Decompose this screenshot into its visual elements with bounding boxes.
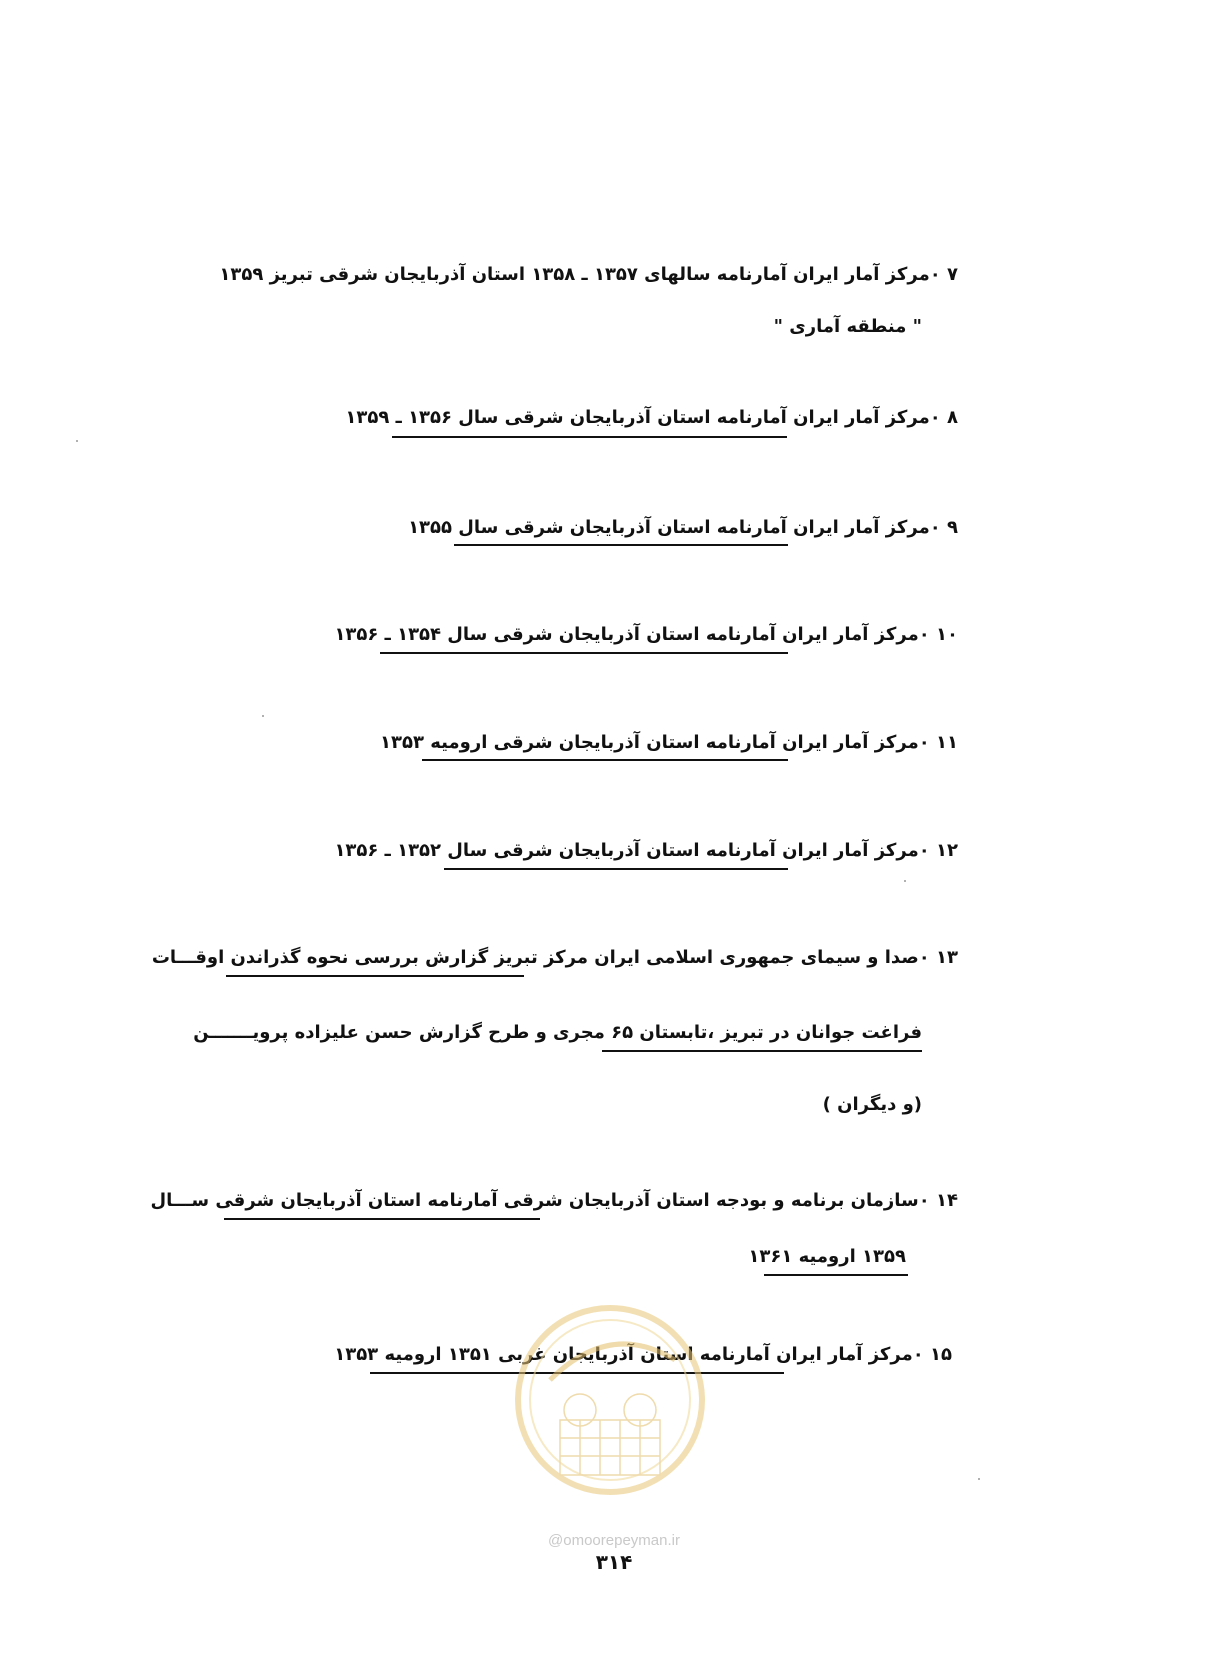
scan-speck	[904, 880, 906, 882]
reference-12-underline	[444, 868, 788, 870]
reference-11-underline	[422, 759, 788, 761]
reference-13-line-3: (و دیگران )	[822, 1094, 922, 1115]
reference-9-line-1: ۹ ۰مرکز آمار ایران آمارنامه استان آذربایجان شرقی سال ۱۳۵۵	[408, 517, 958, 538]
watermark-url: @omoorepeyman.ir	[548, 1532, 680, 1549]
reference-7-line-2: " منطقه آماری "	[773, 316, 922, 337]
watermark-logo	[510, 1300, 710, 1500]
reference-10-underline	[380, 652, 788, 654]
reference-9-underline	[454, 544, 788, 546]
reference-11-line-1: ۱۱ ۰مرکز آمار ایران آمارنامه استان آذربایجان شرقی ارومیه ۱۳۵۳	[380, 732, 958, 753]
reference-14-underline-1	[224, 1218, 540, 1220]
reference-15-line-1: ۱۵ ۰مرکز آمار ایران آمارنامه استان آذربایجان غربی ۱۳۵۱ ارومیه ۱۳۵۳	[334, 1344, 952, 1365]
reference-13-line-1: ۱۳ ۰صدا و سیمای جمهوری اسلامی ایران مرکز تبریز گزارش بررسی نحوه گذراندن اوقـــات	[151, 947, 958, 968]
reference-14-line-1: ۱۴ ۰سازمان برنامه و بودجه استان آذربایجان شرقی آمارنامه استان آذربایجان شرقی ســـال	[150, 1190, 958, 1211]
reference-10-line-1: ۱۰ ۰مرکز آمار ایران آمارنامه استان آذربایجان شرقی سال ۱۳۵۴ ـ ۱۳۵۶	[334, 624, 958, 645]
reference-13-underline-1	[226, 975, 524, 977]
reference-12-line-1: ۱۲ ۰مرکز آمار ایران آمارنامه استان آذربایجان شرقی سال ۱۳۵۲ ـ ۱۳۵۶	[334, 840, 958, 861]
reference-7-line-1: ۷ ۰مرکز آمار ایران آمارنامه سالهای ۱۳۵۷ ـ ۱۳۵۸ استان آذربایجان شرقی تبریز ۱۳۵۹	[219, 264, 958, 285]
scan-speck	[978, 1478, 980, 1480]
reference-13-underline-2	[602, 1050, 922, 1052]
scan-speck	[76, 440, 78, 442]
reference-14-line-2: ۱۳۵۹ ارومیه ۱۳۶۱	[748, 1246, 906, 1267]
reference-14-underline-2	[764, 1274, 908, 1276]
scan-speck	[262, 715, 264, 717]
reference-13-line-2: فراغت جوانان در تبریز ،تابستان ۶۵ مجری و طرح گزارش حسن علیزاده پرویـــــــن	[193, 1022, 922, 1043]
page-number: ۳۱۴	[595, 1550, 633, 1574]
reference-8-line-1: ۸ ۰مرکز آمار ایران آمارنامه استان آذربایجان شرقی سال ۱۳۵۶ ـ ۱۳۵۹	[345, 407, 958, 428]
reference-8-underline	[392, 436, 787, 438]
